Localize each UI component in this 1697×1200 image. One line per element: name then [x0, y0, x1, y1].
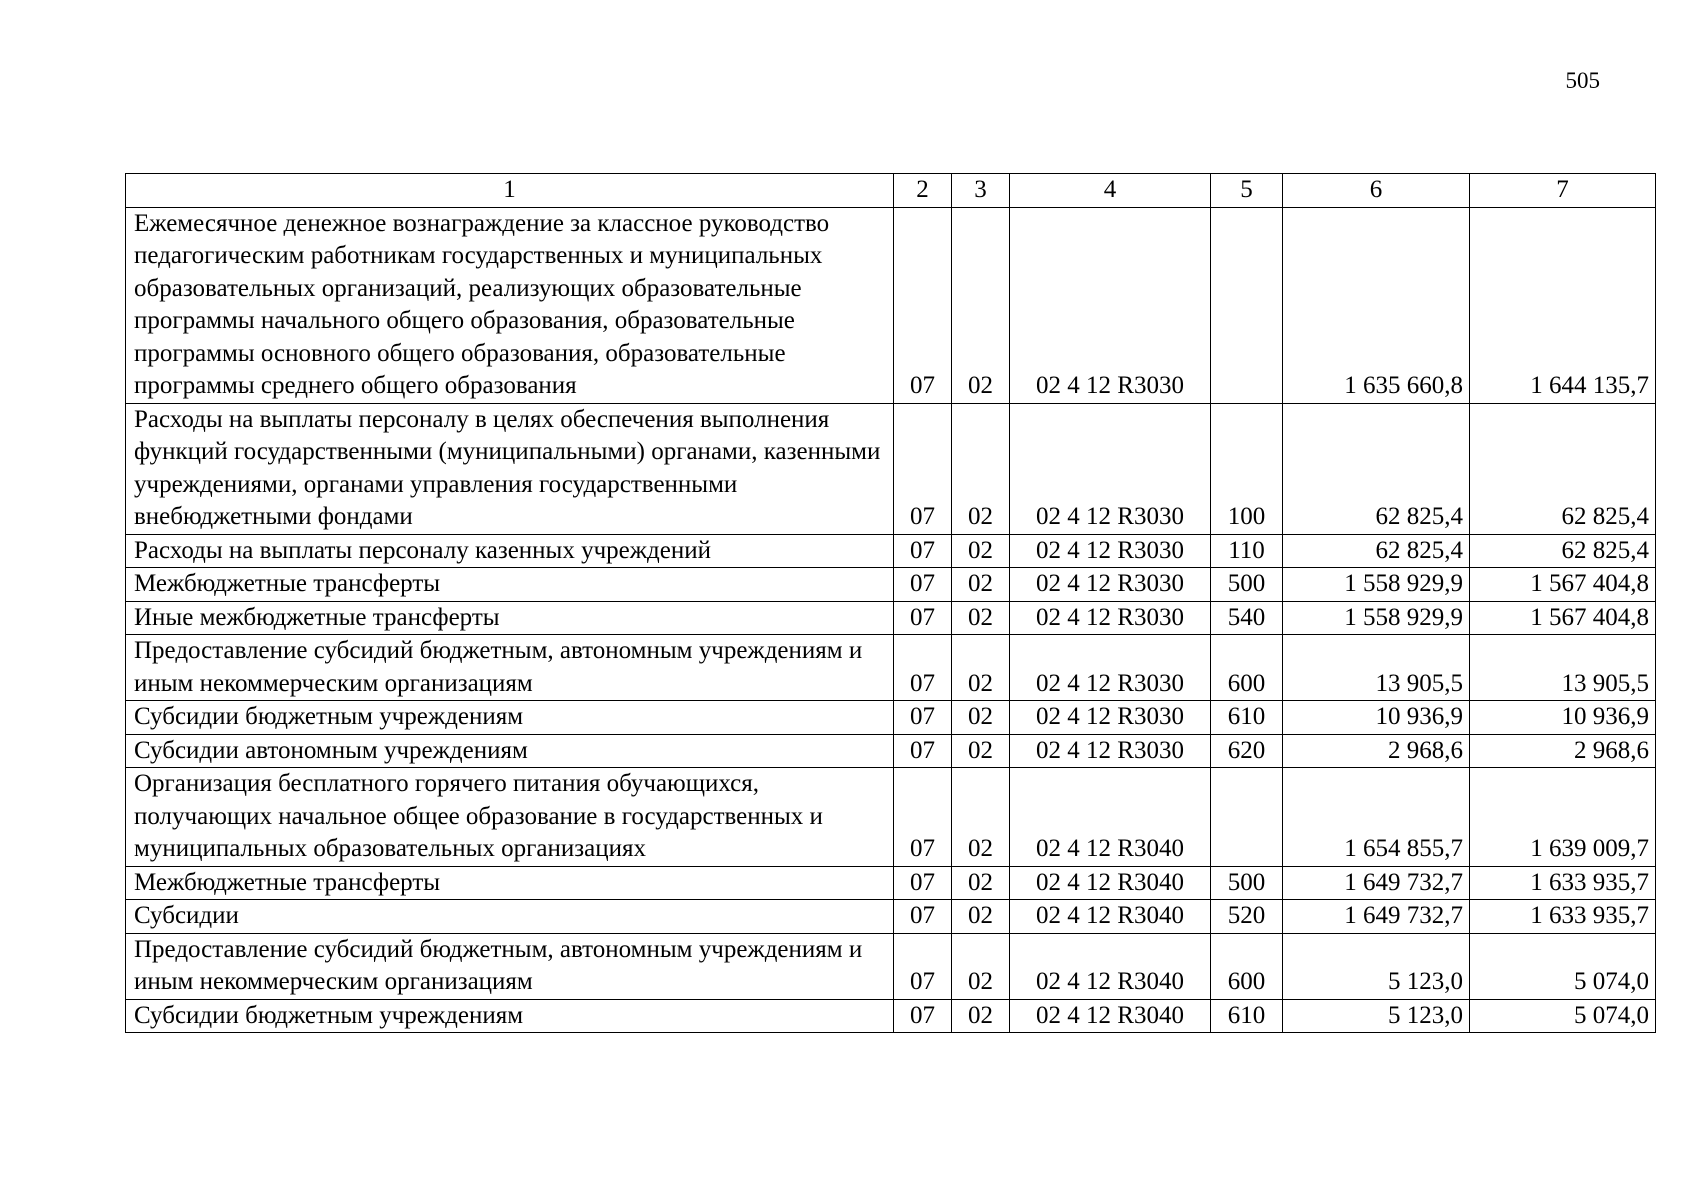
- amount-year2-cell: 5 074,0: [1470, 999, 1656, 1033]
- amount-year1-cell: 1 635 660,8: [1283, 207, 1470, 403]
- expense-type-cell: 500: [1211, 568, 1283, 602]
- subsection-code-cell: 02: [952, 734, 1010, 768]
- amount-year1-cell: 1 649 732,7: [1283, 900, 1470, 934]
- section-code-cell: 07: [894, 701, 952, 735]
- subsection-code-cell: 02: [952, 635, 1010, 701]
- target-article-cell: 02 4 12 R3040: [1010, 866, 1211, 900]
- amount-year2-cell: 2 968,6: [1470, 734, 1656, 768]
- section-code-cell: 07: [894, 403, 952, 534]
- amount-year1-cell: 62 825,4: [1283, 534, 1470, 568]
- expense-type-cell: 610: [1211, 701, 1283, 735]
- table-row: [126, 534, 1656, 568]
- target-article-cell: 02 4 12 R3030: [1010, 635, 1211, 701]
- amount-year1-cell: 5 123,0: [1283, 999, 1470, 1033]
- row-name-cell: Субсидии бюджетным учреждениям: [126, 999, 894, 1033]
- target-article-cell: 02 4 12 R3040: [1010, 933, 1211, 999]
- section-code-cell: 07: [894, 601, 952, 635]
- subsection-code-cell: 02: [952, 403, 1010, 534]
- row-name-cell: Субсидии автономным учреждениям: [126, 734, 894, 768]
- header-row: [126, 174, 1656, 208]
- expense-type-cell: 520: [1211, 900, 1283, 934]
- header-cell: 6: [1283, 174, 1470, 208]
- subsection-code-cell: 02: [952, 534, 1010, 568]
- target-article-cell: 02 4 12 R3040: [1010, 768, 1211, 867]
- row-name-cell: Предоставление субсидий бюджетным, автономным учреждениям и иным некоммерческим организациям: [126, 933, 894, 999]
- table-row: [126, 999, 1656, 1033]
- table-row: [126, 866, 1656, 900]
- amount-year1-cell: 1 654 855,7: [1283, 768, 1470, 867]
- target-article-cell: 02 4 12 R3030: [1010, 403, 1211, 534]
- amount-year1-cell: 5 123,0: [1283, 933, 1470, 999]
- table-row: [126, 207, 1656, 403]
- header-cell: 7: [1470, 174, 1656, 208]
- amount-year2-cell: 1 639 009,7: [1470, 768, 1656, 867]
- expense-type-cell: 110: [1211, 534, 1283, 568]
- table-row: [126, 734, 1656, 768]
- row-name-cell: Иные межбюджетные трансферты: [126, 601, 894, 635]
- subsection-code-cell: 02: [952, 601, 1010, 635]
- header-cell: 1: [126, 174, 894, 208]
- row-name-cell: Расходы на выплаты персоналу в целях обеспечения выполнения функций государственными (муниципальными) органами, казенными учреждениями, органами управления государственными внебюджетными фондами: [126, 403, 894, 534]
- table-row: [126, 568, 1656, 602]
- amount-year2-cell: 1 567 404,8: [1470, 568, 1656, 602]
- header-cell: 5: [1211, 174, 1283, 208]
- expense-type-cell: 500: [1211, 866, 1283, 900]
- amount-year1-cell: 1 558 929,9: [1283, 601, 1470, 635]
- target-article-cell: 02 4 12 R3030: [1010, 601, 1211, 635]
- expense-type-cell: 610: [1211, 999, 1283, 1033]
- amount-year2-cell: 62 825,4: [1470, 534, 1656, 568]
- subsection-code-cell: 02: [952, 207, 1010, 403]
- table-row: [126, 601, 1656, 635]
- expense-type-cell: 600: [1211, 635, 1283, 701]
- row-name-cell: Предоставление субсидий бюджетным, автономным учреждениям и иным некоммерческим организациям: [126, 635, 894, 701]
- amount-year2-cell: 5 074,0: [1470, 933, 1656, 999]
- amount-year1-cell: 13 905,5: [1283, 635, 1470, 701]
- amount-year2-cell: 10 936,9: [1470, 701, 1656, 735]
- row-name-cell: Межбюджетные трансферты: [126, 866, 894, 900]
- amount-year1-cell: 10 936,9: [1283, 701, 1470, 735]
- subsection-code-cell: 02: [952, 768, 1010, 867]
- section-code-cell: 07: [894, 534, 952, 568]
- amount-year2-cell: 1 633 935,7: [1470, 900, 1656, 934]
- section-code-cell: 07: [894, 900, 952, 934]
- budget-table: [125, 173, 1656, 1033]
- amount-year2-cell: 1 633 935,7: [1470, 866, 1656, 900]
- section-code-cell: 07: [894, 568, 952, 602]
- subsection-code-cell: 02: [952, 701, 1010, 735]
- row-name-cell: Межбюджетные трансферты: [126, 568, 894, 602]
- amount-year2-cell: 1 644 135,7: [1470, 207, 1656, 403]
- section-code-cell: 07: [894, 734, 952, 768]
- amount-year1-cell: 62 825,4: [1283, 403, 1470, 534]
- expense-type-cell: 100: [1211, 403, 1283, 534]
- page-number: 505: [1565, 68, 1600, 93]
- expense-type-cell: 600: [1211, 933, 1283, 999]
- target-article-cell: 02 4 12 R3030: [1010, 534, 1211, 568]
- table-row: [126, 701, 1656, 735]
- subsection-code-cell: 02: [952, 866, 1010, 900]
- row-name-cell: Организация бесплатного горячего питания обучающихся, получающих начальное общее образование в государственных и муниципальных образовательных организациях: [126, 768, 894, 867]
- section-code-cell: 07: [894, 207, 952, 403]
- target-article-cell: 02 4 12 R3030: [1010, 734, 1211, 768]
- subsection-code-cell: 02: [952, 900, 1010, 934]
- amount-year1-cell: 1 558 929,9: [1283, 568, 1470, 602]
- expense-type-cell: [1211, 768, 1283, 867]
- target-article-cell: 02 4 12 R3040: [1010, 900, 1211, 934]
- amount-year2-cell: 1 567 404,8: [1470, 601, 1656, 635]
- section-code-cell: 07: [894, 768, 952, 867]
- table-row: [126, 900, 1656, 934]
- table-row: [126, 403, 1656, 534]
- header-cell: 3: [952, 174, 1010, 208]
- expense-type-cell: 540: [1211, 601, 1283, 635]
- section-code-cell: 07: [894, 999, 952, 1033]
- amount-year1-cell: 1 649 732,7: [1283, 866, 1470, 900]
- section-code-cell: 07: [894, 635, 952, 701]
- expense-type-cell: [1211, 207, 1283, 403]
- row-name-cell: Расходы на выплаты персоналу казенных учреждений: [126, 534, 894, 568]
- target-article-cell: 02 4 12 R3030: [1010, 207, 1211, 403]
- target-article-cell: 02 4 12 R3030: [1010, 568, 1211, 602]
- amount-year1-cell: 2 968,6: [1283, 734, 1470, 768]
- subsection-code-cell: 02: [952, 999, 1010, 1033]
- subsection-code-cell: 02: [952, 933, 1010, 999]
- amount-year2-cell: 62 825,4: [1470, 403, 1656, 534]
- header-cell: 4: [1010, 174, 1211, 208]
- target-article-cell: 02 4 12 R3030: [1010, 701, 1211, 735]
- table-row: [126, 768, 1656, 867]
- table-row: [126, 635, 1656, 701]
- section-code-cell: 07: [894, 933, 952, 999]
- target-article-cell: 02 4 12 R3040: [1010, 999, 1211, 1033]
- row-name-cell: Ежемесячное денежное вознаграждение за классное руководство педагогическим работникам государственных и муниципальных образовательных организаций, реализующих образовательные программы начального общего образования, образовательные программы основного общего образования, образовательные программы среднего общего образования: [126, 207, 894, 403]
- amount-year2-cell: 13 905,5: [1470, 635, 1656, 701]
- header-cell: 2: [894, 174, 952, 208]
- row-name-cell: Субсидии бюджетным учреждениям: [126, 701, 894, 735]
- section-code-cell: 07: [894, 866, 952, 900]
- expense-type-cell: 620: [1211, 734, 1283, 768]
- table-row: [126, 933, 1656, 999]
- row-name-cell: Субсидии: [126, 900, 894, 934]
- subsection-code-cell: 02: [952, 568, 1010, 602]
